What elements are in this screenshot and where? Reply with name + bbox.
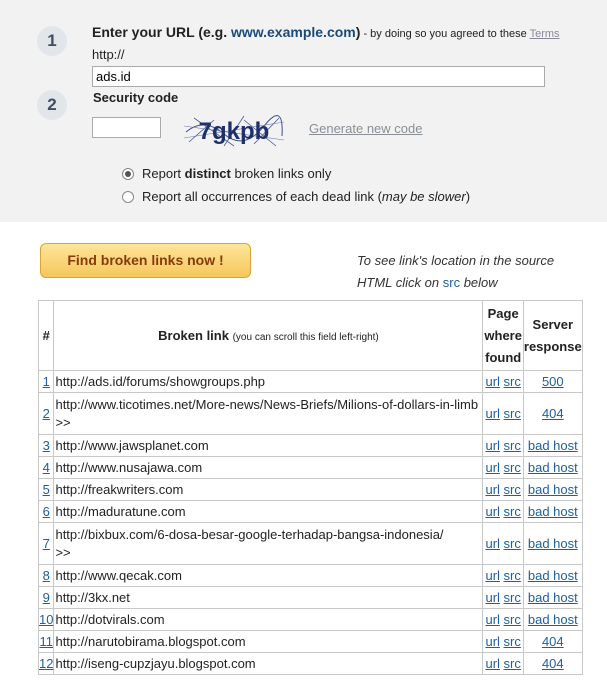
server-response-cell xyxy=(523,457,582,479)
broken-link-cell[interactable] xyxy=(54,479,483,501)
src-link[interactable]: src xyxy=(503,634,521,649)
broken-link-url: http://dotvirals.com xyxy=(55,611,165,627)
page-found-cell xyxy=(483,457,523,479)
col-broken-link-label: Broken link xyxy=(158,328,229,343)
security-code-input[interactable] xyxy=(92,117,161,138)
server-response-link[interactable]: bad host xyxy=(527,438,578,453)
row-number-link[interactable]: 7 xyxy=(42,536,50,551)
security-code-label: Security code xyxy=(93,90,179,105)
row-number-cell xyxy=(39,631,54,653)
url-heading-label: Enter your URL (e.g. xyxy=(92,24,231,40)
page-found-cell xyxy=(483,609,523,631)
server-response-link[interactable]: bad host xyxy=(527,536,578,551)
broken-links-table xyxy=(38,300,583,675)
all-italic: may be slower xyxy=(381,189,466,204)
broken-link-cell[interactable] xyxy=(54,501,483,523)
server-response-link[interactable]: bad host xyxy=(527,590,578,605)
row-number-cell xyxy=(39,609,54,631)
broken-link-url: http://www.ticotimes.net/More-news/News-Briefs/Milions-of-dollars-in-limb xyxy=(55,396,479,412)
broken-link-url: http://bixbux.com/6-dosa-besar-google-terhadap-bangsa-indonesia/ xyxy=(55,526,444,542)
col-page-found xyxy=(483,301,523,371)
table-row xyxy=(39,371,583,393)
row-number-cell xyxy=(39,565,54,587)
broken-link-url: http://narutobirama.blogspot.com xyxy=(55,633,246,649)
broken-link-cell[interactable] xyxy=(54,631,483,653)
src-link[interactable]: src xyxy=(503,656,521,671)
url-link[interactable]: url xyxy=(485,590,500,605)
url-input[interactable] xyxy=(92,66,545,87)
col-found-line-1: Page xyxy=(487,305,519,321)
broken-link-cell[interactable] xyxy=(54,523,483,565)
server-response-link[interactable]: bad host xyxy=(527,612,578,627)
server-response-link[interactable]: 500 xyxy=(541,374,564,389)
hint-line-2 xyxy=(357,272,587,294)
source-hint xyxy=(357,250,587,294)
page-found-cell xyxy=(483,501,523,523)
table-row xyxy=(39,457,583,479)
page-found-cell xyxy=(483,587,523,609)
hint-line-2-pre: HTML click on xyxy=(357,275,443,290)
row-number-cell xyxy=(39,653,54,675)
broken-link-cell[interactable] xyxy=(54,565,483,587)
row-number-link[interactable]: 2 xyxy=(42,406,50,421)
hint-line-2-post: below xyxy=(460,275,498,290)
src-link[interactable]: src xyxy=(503,374,521,389)
col-resp-line-2: response xyxy=(523,338,582,354)
radio-distinct[interactable] xyxy=(122,168,134,180)
col-resp-line-1: Server xyxy=(532,316,574,332)
broken-link-cell[interactable] xyxy=(54,371,483,393)
src-link[interactable]: src xyxy=(503,406,521,421)
url-link[interactable]: url xyxy=(485,438,500,453)
url-example: www.example.com xyxy=(230,24,356,40)
broken-link-url: http://3kx.net xyxy=(55,589,130,605)
broken-link-url: http://freakwriters.com xyxy=(55,481,184,497)
server-response-cell xyxy=(523,393,582,435)
src-link[interactable]: src xyxy=(503,460,521,475)
option-distinct[interactable] xyxy=(122,166,331,181)
captcha-image xyxy=(184,112,284,148)
table-row xyxy=(39,393,583,435)
src-link[interactable]: src xyxy=(503,482,521,497)
row-number-link[interactable]: 12 xyxy=(39,656,54,671)
server-response-cell xyxy=(523,501,582,523)
row-number-cell xyxy=(39,457,54,479)
url-link[interactable]: url xyxy=(485,536,500,551)
broken-link-cell[interactable] xyxy=(54,457,483,479)
server-response-link[interactable]: 404 xyxy=(541,634,564,649)
page-found-cell xyxy=(483,371,523,393)
table-row xyxy=(39,653,583,675)
server-response-cell xyxy=(523,565,582,587)
find-broken-links-button[interactable]: Find broken links now ! xyxy=(40,243,251,278)
server-response-link[interactable]: bad host xyxy=(527,460,578,475)
url-form-panel xyxy=(0,0,607,222)
all-post: ) xyxy=(465,189,471,204)
col-found-line-3: found xyxy=(485,349,522,365)
row-number-link[interactable]: 8 xyxy=(42,568,50,583)
server-response-cell xyxy=(523,435,582,457)
row-number-cell xyxy=(39,523,54,565)
url-heading-close: ) xyxy=(355,24,361,40)
server-response-link[interactable]: bad host xyxy=(527,568,578,583)
row-number-link[interactable]: 4 xyxy=(42,460,50,475)
src-link[interactable]: src xyxy=(503,612,521,627)
url-link[interactable]: url xyxy=(485,656,500,671)
broken-link-url: http://ads.id/forums/showgroups.php xyxy=(55,373,266,389)
src-link[interactable]: src xyxy=(503,536,521,551)
row-number-cell xyxy=(39,435,54,457)
table-row xyxy=(39,501,583,523)
hint-src-word: src xyxy=(442,275,461,290)
server-response-cell xyxy=(523,587,582,609)
link-more-marker[interactable]: >> xyxy=(55,414,71,430)
distinct-bold: distinct xyxy=(184,166,231,181)
col-found-line-2: where xyxy=(484,327,522,343)
url-link[interactable]: url xyxy=(485,568,500,583)
table-row xyxy=(39,565,583,587)
broken-link-url: http://iseng-cupzjayu.blogspot.com xyxy=(55,655,256,671)
server-response-cell xyxy=(523,609,582,631)
option-all-occurrences[interactable] xyxy=(122,189,470,204)
distinct-post: broken links only xyxy=(230,166,332,181)
page-found-cell xyxy=(483,523,523,565)
server-response-link[interactable]: 404 xyxy=(541,406,564,421)
col-server-response xyxy=(523,301,582,371)
server-response-link[interactable]: 404 xyxy=(541,656,564,671)
link-more-marker[interactable]: >> xyxy=(55,544,71,560)
all-pre: Report all occurrences of each dead link ( xyxy=(142,189,382,204)
url-heading xyxy=(92,24,560,40)
broken-link-url: http://www.jawsplanet.com xyxy=(55,437,209,453)
broken-link-url: http://maduratune.com xyxy=(55,503,186,519)
url-link[interactable]: url xyxy=(485,634,500,649)
broken-link-url: http://www.nusajawa.com xyxy=(55,459,203,475)
broken-link-cell[interactable] xyxy=(54,587,483,609)
step-1-badge: 1 xyxy=(37,26,67,56)
row-number-link[interactable]: 3 xyxy=(42,438,50,453)
broken-link-url: http://www.qecak.com xyxy=(55,567,182,583)
captcha-text: 7gkpb xyxy=(198,118,270,145)
distinct-pre: Report xyxy=(142,166,185,181)
row-number-link[interactable]: 9 xyxy=(42,590,50,605)
url-link[interactable]: url xyxy=(485,612,500,627)
hint-line-1: To see link's location in the source xyxy=(357,253,555,268)
src-link[interactable]: src xyxy=(503,504,521,519)
broken-link-cell[interactable] xyxy=(54,609,483,631)
broken-link-cell[interactable] xyxy=(54,653,483,675)
table-body xyxy=(39,371,583,675)
table-row xyxy=(39,435,583,457)
page-found-cell xyxy=(483,393,523,435)
col-broken-link xyxy=(54,301,483,371)
row-number-cell xyxy=(39,371,54,393)
table-row xyxy=(39,609,583,631)
table-row xyxy=(39,479,583,501)
col-broken-link-sub: (you can scroll this field left-right) xyxy=(232,332,379,343)
table-header-row xyxy=(39,301,583,371)
page-found-cell xyxy=(483,565,523,587)
src-link[interactable]: src xyxy=(503,590,521,605)
radio-all[interactable] xyxy=(122,191,134,203)
url-link[interactable]: url xyxy=(485,374,500,389)
agree-text: - by doing so you agreed to these xyxy=(360,28,530,40)
src-link[interactable]: src xyxy=(503,568,521,583)
generate-code-link[interactable]: Generate new code xyxy=(309,121,423,136)
url-prefix: http:// xyxy=(92,47,125,62)
server-response-cell xyxy=(523,523,582,565)
broken-link-cell[interactable] xyxy=(54,393,483,435)
page-found-cell xyxy=(483,479,523,501)
url-link[interactable]: url xyxy=(485,504,500,519)
table-row xyxy=(39,523,583,565)
url-link[interactable]: url xyxy=(485,482,500,497)
step-2-badge: 2 xyxy=(37,90,67,120)
row-number-link[interactable]: 5 xyxy=(42,482,50,497)
row-number-link[interactable]: 1 xyxy=(42,374,50,389)
src-link[interactable]: src xyxy=(503,438,521,453)
col-number: # xyxy=(39,301,54,371)
row-number-link[interactable]: 10 xyxy=(39,612,54,627)
server-response-cell xyxy=(523,479,582,501)
row-number-cell xyxy=(39,393,54,435)
server-response-cell xyxy=(523,653,582,675)
server-response-cell xyxy=(523,631,582,653)
url-link[interactable]: url xyxy=(485,460,500,475)
row-number-cell xyxy=(39,501,54,523)
terms-link[interactable]: Terms xyxy=(529,28,560,40)
url-link[interactable]: url xyxy=(485,406,500,421)
server-response-link[interactable]: bad host xyxy=(527,482,578,497)
table-row xyxy=(39,587,583,609)
row-number-cell xyxy=(39,479,54,501)
table-row xyxy=(39,631,583,653)
page-found-cell xyxy=(483,631,523,653)
page-found-cell xyxy=(483,653,523,675)
page-found-cell xyxy=(483,435,523,457)
row-number-cell xyxy=(39,587,54,609)
server-response-cell xyxy=(523,371,582,393)
server-response-link[interactable]: bad host xyxy=(527,504,578,519)
broken-link-cell[interactable] xyxy=(54,435,483,457)
row-number-link[interactable]: 6 xyxy=(42,504,50,519)
row-number-link[interactable]: 11 xyxy=(39,634,53,649)
